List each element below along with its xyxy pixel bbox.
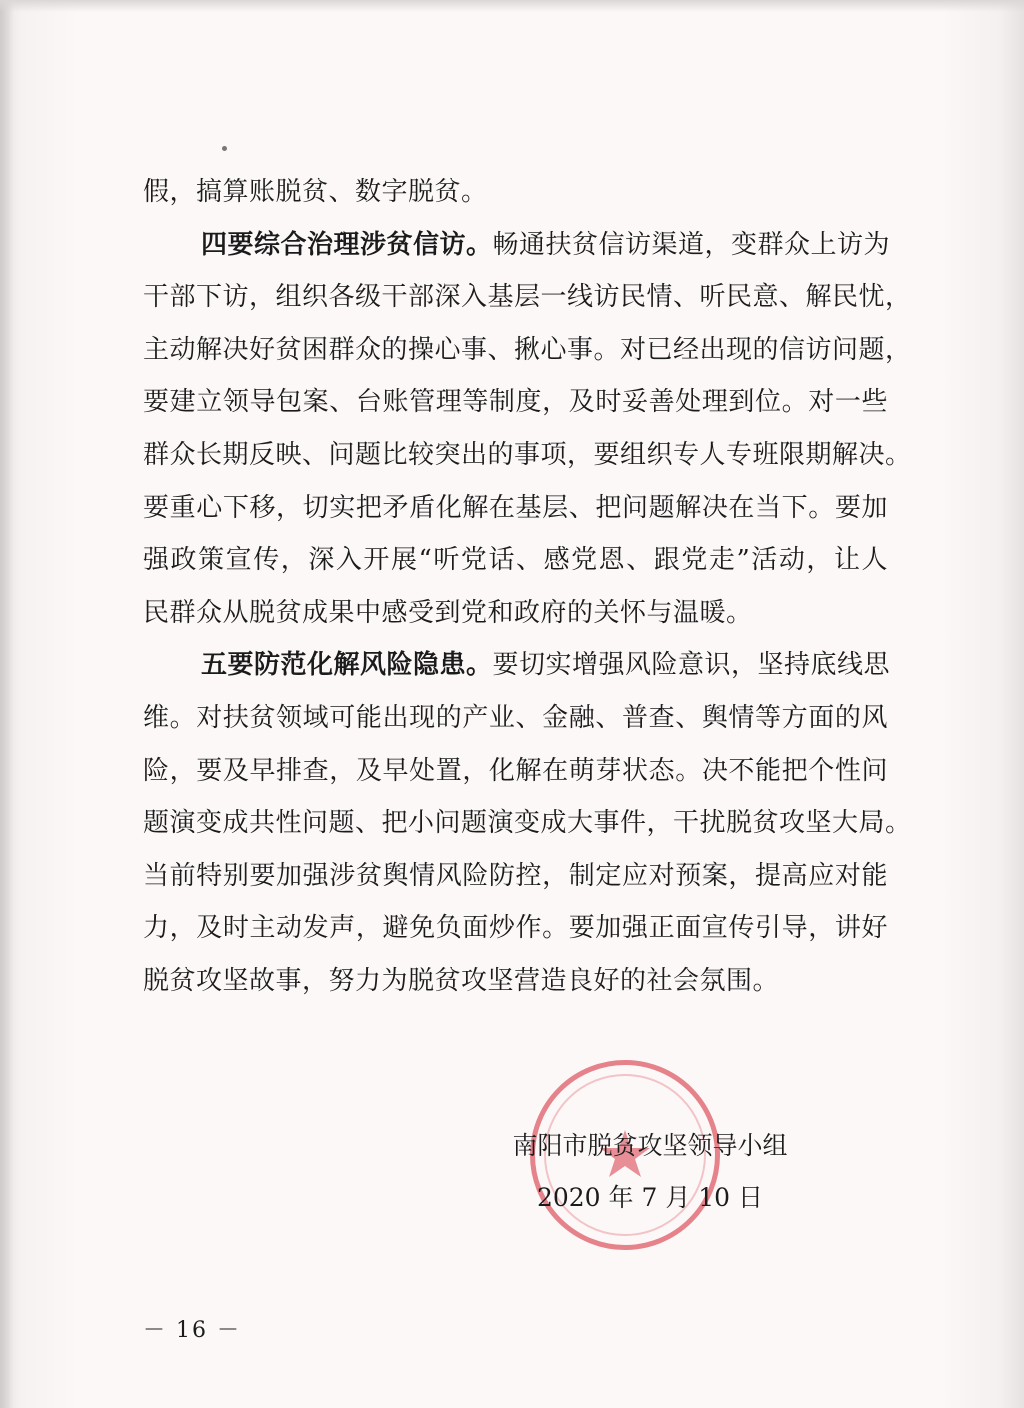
page-number: － 16 － — [143, 1318, 241, 1343]
text-line: 主动解决好贫困群众的操心事、揪心事。对已经出现的信访问题， — [143, 334, 912, 365]
text-line: 脱贫攻坚故事，努力为脱贫攻坚营造良好的社会氛围。 — [143, 965, 780, 996]
scan-speck — [222, 146, 227, 151]
text-line: 民群众从脱贫成果中感受到党和政府的关怀与温暖。 — [143, 597, 753, 628]
body-text — [143, 166, 912, 1008]
text-line: 力，及时主动发声，避免负面炒作。要加强正面宣传引导，讲好 — [143, 913, 888, 944]
section-heading: 五要防范化解风险隐患。 — [201, 650, 493, 681]
paragraph-first-line — [143, 219, 891, 272]
scan-shadow-top — [0, 0, 1024, 12]
text-run: 畅通扶贫信访渠道，变群众上访为 — [492, 229, 891, 260]
text-line: 假，搞算账脱贫、数字脱贫。 — [143, 177, 488, 207]
text-line: 干部下访，组织各级干部深入基层一线访民情、听民意、解民忧， — [143, 282, 912, 313]
text-line: 当前特别要加强涉贫舆情风险防控，制定应对预案，提高应对能 — [143, 860, 888, 891]
paragraph-first-line — [143, 639, 891, 692]
text-line: 维。对扶贫领域可能出现的产业、金融、普查、舆情等方面的风 — [143, 702, 888, 733]
text-line: 要建立领导包案、台账管理等制度，及时妥善处理到位。对一些 — [143, 387, 888, 418]
signature-block — [490, 1120, 810, 1224]
text-run: 要切实增强风险意识，坚持底线思 — [492, 650, 891, 681]
text-line: 题演变成共性问题、把小问题演变成大事件，干扰脱贫攻坚大局。 — [143, 808, 912, 839]
issue-date: 2020 年 7 月 10 日 — [536, 1183, 764, 1212]
section-heading: 四要综合治理涉贫信访。 — [201, 229, 493, 260]
text-line: 要重心下移，切实把矛盾化解在基层、把问题解决在当下。要加 — [143, 492, 888, 523]
text-line: 强政策宣传，深入开展“听党话、感党恩、跟党走”活动，让人 — [143, 545, 888, 576]
issuing-organization: 南阳市脱贫攻坚领导小组 — [512, 1131, 788, 1160]
text-line: 群众长期反映、问题比较突出的事项，要组织专人专班限期解决。 — [143, 439, 912, 470]
scan-shadow-left — [0, 0, 14, 1408]
text-line: 险，要及早排查，及早处置，化解在萌芽状态。决不能把个性问 — [143, 755, 888, 786]
